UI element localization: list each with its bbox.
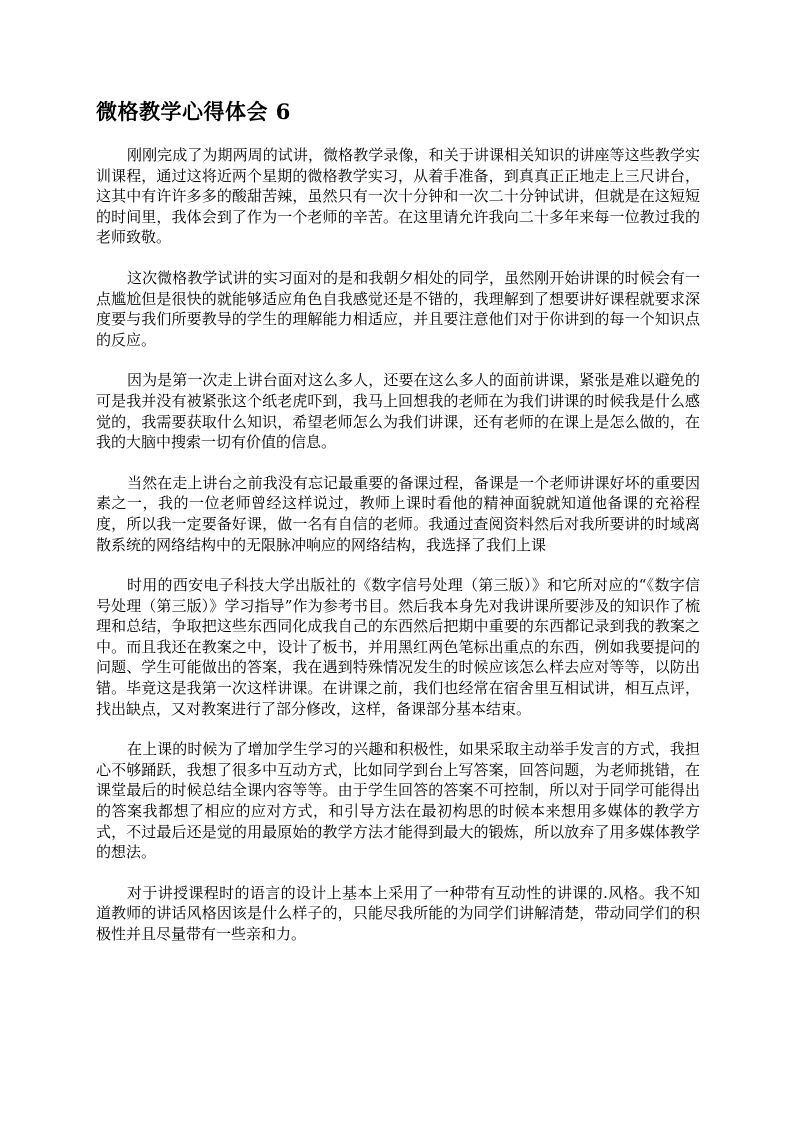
- paragraph-5: 时用的西安电子科技大学出版社的《数字信号处理（第三版）》和它所对应的“《数字信号处理（第三版）》学习指导”作为参考书目。然后我本身先对我讲课所要涉及的知识作了梳理和总结，争取把这些东西同化成我自己的东西然后把期中重要的东西都记录到我的教案之中。而且我还在教案之中，设计了板书，并用黑红两色笔标出重点的东西，例如我要提问的问题、学生可能做出的答案，我在遇到特殊情况发生的时候应该怎么样去应对等等，以防出错。毕竟这是我第一次这样讲课。在讲课之前，我们也经常在宿舍里互相试讲，相互点评，找出缺点，又对教案进行了部分修改，这样，备课部分基本结束。: [96, 576, 700, 718]
- paragraph-3: 因为是第一次走上讲台面对这么多人，还要在这么多人的面前讲课，紧张是难以避免的可是我并没有被紧张这个纸老虎吓到，我马上回想我的老师在为我们讲课的时候我是什么感觉的，我需要获取什么知识，希望老师怎么为我们讲课，还有老师的在课上是怎么做的，在我的大脑中搜索一切有价值的信息。: [96, 371, 700, 452]
- paragraph-7: 对于讲授课程时的语言的设计上基本上采用了一种带有互动性的讲课的.风格。我不知道教师的讲话风格因该是什么样子的，只能尽我所能的为同学们讲解清楚，带动同学们的积极性并且尽量带有一些亲和力。: [96, 883, 700, 943]
- document-title: 微格教学心得体会 6: [96, 99, 291, 124]
- paragraph-6: 在上课的时候为了增加学生学习的兴趣和积极性，如果采取主动举手发言的方式，我担心不够踊跃，我想了很多中互动方式，比如同学到台上写答案，回答问题，为老师挑错，在课堂最后的时候总结全课内容等等。由于学生回答的答案不可控制，所以对于同学可能得出的答案我都想了相应的应对方式，和引导方法在最初构思的时候本来想用多媒体的教学方式，不过最后还是觉的用最原始的教学方法才能得到最大的锻炼，所以放弃了用多媒体教学的想法。: [96, 740, 700, 862]
- paragraph-2: 这次微格教学试讲的实习面对的是和我朝夕相处的同学，虽然刚开始讲课的时候会有一点尴尬但是很快的就能够适应角色自我感觉还是不错的，我理解到了想要讲好课程就要求深度要与我们所要教导的学生的理解能力相适应，并且要注意他们对于你讲到的每一个知识点的反应。: [96, 268, 700, 349]
- paragraph-4: 当然在走上讲台之前我没有忘记最重要的备课过程，备课是一个老师讲课好坏的重要因素之一，我的一位老师曾经这样说过，教师上课时看他的精神面貌就知道他备课的充裕程度，所以我一定要备好课，做一名有自信的老师。我通过查阅资料然后对我所要讲的时域离散系统的网络结构中的无限脉冲响应的网络结构，我选择了我们上课: [96, 473, 700, 554]
- document-page: [96, 95, 700, 965]
- paragraph-1: 刚刚完成了为期两周的试讲，微格教学录像，和关于讲课相关知识的讲座等这些教学实训课程，通过这将近两个星期的微格教学实习，从着手准备，到真真正正地走上三尺讲台，这其中有许许多多的酸甜苦辣，虽然只有一次十分钟和一次二十分钟试讲，但就是在这短短的时间里，我体会到了作为一个老师的辛苦。在这里请允许我向二十多年来每一位教过我的老师致敬。: [96, 146, 700, 247]
